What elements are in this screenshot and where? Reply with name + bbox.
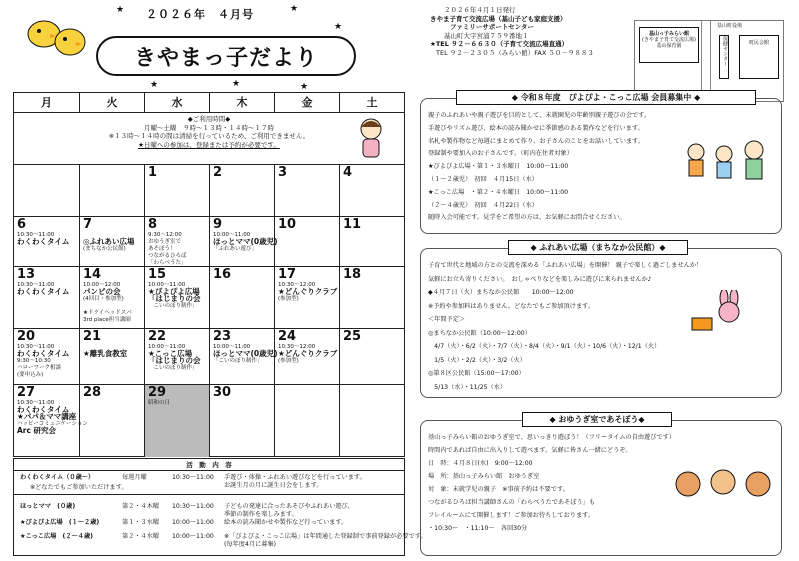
calendar-event-line: おゆうぎ室で: [148, 239, 182, 245]
character-illustration: [356, 117, 386, 161]
calendar-day-cell: [14, 385, 88, 457]
calendar-day-cell: [340, 329, 404, 385]
calendar-event-line: ★どんぐりクラブ: [278, 287, 338, 296]
section2-text-line: ◎まちなか公民館（10:00～12:00）: [428, 329, 531, 337]
day-number: 14: [83, 267, 102, 282]
section1-text-line: ★こっこ広場 ・第２・４水曜日 10:00～11:00: [428, 188, 569, 196]
calendar-event-line: わくわくタイム: [17, 287, 70, 296]
bears-illustration: [668, 462, 778, 510]
day-number: 7: [83, 217, 93, 232]
calendar-event-line: わくわくタイム: [17, 405, 70, 414]
map-road: [701, 21, 711, 101]
calendar-event-line: ★離乳食教室: [83, 349, 128, 358]
activity-name: ★ぴよぴよ広場 (１～２歳): [20, 519, 100, 526]
day-number: 3: [278, 165, 288, 180]
calendar-event-line: 10:30～12:00: [278, 344, 316, 350]
section3-text-line: 日 時：４月８日(水) 9:00～12:00: [428, 460, 533, 467]
phone-secondary: TEL ９２－２３０５（みらい館）FAX ５０－９８８３: [436, 48, 594, 57]
activity-name: ほっとママ (０歳): [20, 503, 76, 510]
calendar-day-cell: [210, 385, 275, 457]
phone-primary: ★TEL ９２－６６３０（子育て交流広場直通）: [430, 40, 569, 48]
notice-break: ※１３時～１４時の間は清掃を行っているため、ご利用できません。: [108, 132, 310, 140]
calendar-day-cell: [275, 165, 340, 217]
notice-warning: ★日曜への参加は、登録または予約が必要です。: [138, 140, 280, 149]
newsletter-title: きやまっ子だより: [96, 36, 356, 76]
calendar-event-line: あそぼう！: [148, 246, 176, 252]
day-number: 21: [83, 329, 102, 344]
day-number: 28: [83, 385, 102, 400]
weekday-header: 金: [275, 93, 340, 113]
section2-text-line: 5/13（水）・11/25（水）: [428, 383, 507, 391]
calendar-event-line: (参加型): [278, 296, 299, 302]
calendar-day-cell: [275, 267, 340, 329]
calendar-day-cell: [210, 217, 278, 267]
calendar-event-line: (要申込み): [17, 372, 44, 378]
calendar-day-cell: [210, 329, 278, 385]
activity-name: わくわくタイム（０歳～）: [20, 474, 95, 481]
map-main-building: [639, 27, 699, 63]
activity-desc2: (毎年度4月に募集): [224, 541, 277, 548]
section2-text-line: 4/7（火）・6/2（火）・7/7（火）・8/4（火）・9/1（火）・10/6（火）・12/1（火）: [428, 343, 661, 350]
calendar-day-cell: [14, 165, 80, 217]
day-number: 2: [213, 165, 223, 180]
activity-name: ★こっこ広場 (２～４歳): [20, 533, 93, 540]
section2-text-line: ※予約や参加料はありません。どなたでもご参加頂けます。: [428, 302, 594, 310]
activities-header: 活 動 内 容: [14, 459, 404, 471]
calendar: [13, 92, 405, 457]
section1-text-line: 登録制や要加入のお子さんです。（町内在住者対象）: [428, 150, 573, 158]
section2-text-line: 子育て世代と地域の方との交流を深める「ふれあい広場」を開催！ 親子で楽しく過ごしませんか！: [428, 262, 703, 269]
map-label-sub: (きやま子育て交流広場): [642, 37, 696, 43]
activity-note: ※どなたでもご参加いただけます。: [30, 484, 128, 491]
calendar-event-line: 10:30～12:00: [278, 282, 316, 288]
calendar-event-line: 「はじまりの会: [148, 356, 201, 365]
calendar-day-cell: [80, 385, 145, 457]
day-number: 27: [17, 385, 36, 400]
notice-title: ◆ご利用時間◆: [187, 115, 231, 123]
calendar-event-line: 10:30～11:00: [17, 344, 55, 350]
calendar-day-cell: [145, 385, 210, 457]
activity-time: 10:00～11:00: [172, 533, 214, 540]
weekday-header: 土: [340, 93, 404, 113]
calendar-event-line: 10:30～11:00: [17, 282, 55, 288]
calendar-day-cell: [14, 217, 80, 267]
section1-text-line: ★ぴよぴよ広場・第１・３水曜日 10:00～11:00: [428, 163, 569, 171]
day-number: 22: [148, 329, 167, 344]
section-membership-heading: ◆ 令和８年度 ぴよぴよ・こっこ広場 会員募集中 ◆: [456, 90, 756, 105]
calendar-event-line: Arc 研究会: [17, 426, 57, 435]
day-number: 8: [148, 217, 158, 232]
calendar-day-cell: [80, 165, 145, 217]
calendar-day-cell: [14, 329, 80, 385]
calendar-event-line: こいのぼり制作」: [148, 365, 198, 371]
calendar-event-line: ★ぴよぴよ広場: [148, 287, 200, 296]
day-number: 11: [343, 217, 362, 232]
calendar-event-line: (まちなか公民館): [83, 246, 126, 252]
map-label-sub2: 基山保育園: [656, 43, 682, 49]
section3-text-line: 基山っ子みらい館のおゆうぎ室で、思いっきり遊ぼう！（フリータイムの自由遊びです）: [428, 434, 676, 441]
calendar-day-cell: [145, 165, 210, 217]
calendar-event-line: 「はじまりの会: [148, 294, 201, 303]
section2-text-line: ◆４月７日（火）まちなか公民館 10:00～12:00: [428, 289, 574, 296]
activity-desc2: 季節の制作を楽しみます。: [224, 511, 298, 518]
section1-text-line: 親子のふれあいや親子遊びを目的として、未就園児の年齢別親子遊びの会です。: [428, 112, 651, 119]
calendar-day-cell: [145, 329, 210, 385]
calendar-event-line: 9:30～10:30: [17, 358, 51, 364]
section1-text-line: 手遊びやリズム遊び、絵本の読み聞かせに季節感のある製作などを行います。: [428, 124, 644, 132]
day-number: 18: [343, 267, 362, 282]
day-number: 24: [278, 329, 297, 344]
day-number: 30: [213, 385, 232, 400]
calendar-event-line: 10:00～11:00: [148, 344, 186, 350]
calendar-day-cell: [275, 329, 340, 385]
address: 基山町大字宮浦７５９番地１: [444, 31, 529, 40]
section3-text-line: つながるひろば担当講師さんの「わらべうたであそぼう」も: [428, 499, 596, 506]
activity-schedule: 第１・３水曜: [122, 519, 160, 526]
calendar-event-line: 昭和の日: [148, 400, 171, 406]
calendar-event-line: 10:30～11:00: [17, 232, 55, 238]
section2-text-line: ◎第８区公民館（15:00～17:00）: [428, 370, 525, 377]
calendar-event-line: 「こいのぼり制作」: [213, 358, 263, 364]
calendar-day-cell: [275, 217, 340, 267]
notice-hours: 月曜～土曜 ９時～１３時・１４時～１７時: [144, 123, 274, 132]
calendar-event-line: こいのぼり制作」: [148, 303, 198, 309]
publisher-info: [430, 6, 594, 57]
activity-desc: 子どもの発達に合ったあそびやふれあい遊び、: [224, 503, 354, 510]
day-number: 17: [278, 267, 297, 282]
calendar-day-cell: [210, 165, 275, 217]
section-playroom-heading: ◆ おゆうぎ室であそぼう◆: [522, 412, 672, 427]
calendar-event-line: 3rd place担当講師: [83, 317, 131, 323]
section3-text-line: 時間内であれば自由に出入りして遊べます。気軽に皆さん一緒にどうぞ。: [428, 447, 632, 454]
usage-notice: [14, 113, 404, 165]
calendar-event-line: 10:00～12:00: [83, 282, 121, 288]
calendar-day-cell: [145, 267, 210, 329]
calendar-event-line: ほっとママ(0歳児): [213, 349, 278, 358]
issue-date: ２０２６年 ４月号: [146, 8, 254, 21]
activity-schedule: 第２・４水曜: [122, 533, 160, 540]
activity-schedule: 毎週月曜: [122, 474, 147, 481]
section3-text-line: 場 所：基山っ子みらい館 おゆうぎ室: [428, 473, 540, 480]
star-icon: ★: [334, 22, 343, 32]
rabbit-illustration: [688, 290, 748, 334]
map-town-hall: 基山町役場: [717, 23, 743, 29]
map-health-center: 保健センター: [719, 35, 729, 79]
calendar-event-line: 「ふれあい遊び」: [213, 246, 258, 252]
activity-schedule: 第２・４木曜: [122, 503, 160, 510]
weekday-header: 月: [14, 93, 80, 113]
day-number: 15: [148, 267, 167, 282]
section-fureai-heading: ◆ ふれあい広場（まちなか公民館）◆: [508, 240, 688, 255]
chick-mascot-icon: [22, 12, 92, 64]
activity-desc: 手遊び・体操・ふれあい遊びなどを行っています。: [224, 474, 366, 481]
day-number: 1: [148, 165, 158, 180]
calendar-day-cell: [145, 217, 210, 267]
activity-desc2: お誕生月の月に誕生日会をします。: [224, 482, 323, 489]
day-number: 6: [17, 217, 27, 232]
calendar-day-cell: [80, 329, 145, 385]
org-name: きやま子育て交流広場（基山子ども家庭支援）: [430, 14, 567, 23]
calendar-day-cell: [340, 217, 404, 267]
calendar-event-line: わくわくタイム: [17, 237, 70, 246]
calendar-event-line: ★ドライヘッドスパ: [83, 310, 132, 316]
calendar-event-line: ◎ふれあい広場: [83, 237, 135, 246]
center-name: ファミリーサポートセンター: [450, 23, 534, 31]
weekday-header: 水: [145, 93, 210, 113]
activity-time: 10:30～11:00: [172, 474, 214, 481]
calendar-event-line: 10:00～11:00: [148, 282, 186, 288]
section2-text-line: ＜年間予定＞: [428, 316, 466, 323]
section3-text-line: フレイルームにて開催します！ご参加お待ちしております。: [428, 512, 595, 519]
calendar-event-line: つながるひろば: [148, 253, 187, 259]
activities-divider: [14, 494, 404, 495]
calendar-event-line: わくわくタイム: [17, 349, 70, 358]
section2-text-line: 気軽にお立ち寄りください。 おしゃべりなどを楽しみに遊びに来られませんか♪: [428, 275, 652, 283]
calendar-day-cell: [340, 385, 404, 457]
calendar-event-line: ★こっこ広場: [148, 349, 193, 358]
calendar-event-line: 9:30～12:00: [148, 232, 182, 238]
calendar-event-line: (4回目・参加型): [83, 296, 124, 302]
activity-time: 10:00～11:00: [172, 519, 214, 526]
activity-desc: 絵本の読み聞かせや製作など行っています。: [224, 519, 348, 526]
day-number: 4: [343, 165, 353, 180]
star-icon: ★: [300, 82, 309, 92]
calendar-event-line: 10:00～11:00: [213, 232, 251, 238]
calendar-day-cell: [80, 217, 145, 267]
activity-time: 10:30～11:00: [172, 503, 214, 510]
calendar-event-line: 10:30～11:00: [17, 400, 55, 406]
section2-text-line: 1/5（火）・2/2（火）・3/2（火）: [428, 356, 526, 364]
section1-text-line: （１～２歳児） 初回 ４月15日（水）: [428, 176, 538, 183]
calendar-day-cell: [340, 267, 404, 329]
activity-desc: ※「ぴよぴよ・こっこ広場」は年間通した登録制で事前登録が必要です。: [224, 533, 427, 540]
calendar-event-line: パンビの会: [83, 287, 121, 296]
calendar-day-cell: [275, 385, 340, 457]
calendar-day-cell: [80, 267, 145, 329]
weekday-header: 火: [80, 93, 145, 113]
section3-text-line: ・10:30～ ・11:10～ 各回30分: [428, 525, 528, 532]
star-icon: ★: [290, 4, 299, 14]
calendar-event-line: ハッピーコミュニケーション: [17, 421, 88, 427]
section3-text-line: 対 象：未就学児の親子 ※事前予約は不要です。: [428, 486, 569, 493]
map-civic-center: 町民会館: [739, 35, 779, 79]
calendar-day-cell: [14, 267, 80, 329]
calendar-day-cell: [210, 267, 275, 329]
calendar-event-line: (参加型): [278, 358, 299, 364]
calendar-event-line: ★どんぐりクラブ: [278, 349, 338, 358]
day-number: 13: [17, 267, 36, 282]
calendar-day-cell: [340, 165, 404, 217]
day-number: 29: [148, 385, 167, 400]
section1-text-line: 名札や製作物など毎週にまとめて作り、お子さんのことをお話いしています。: [428, 137, 645, 145]
section1-text-line: （２～４歳児） 初回 ４月22日（水）: [428, 201, 538, 209]
star-icon: ★: [232, 79, 241, 89]
day-number: 23: [213, 329, 232, 344]
section1-text-line: 随時入会可能です。見学をご希望の方は、お気軽にお問合せください。: [428, 214, 626, 222]
publish-date: ２０２６年４月１日発行: [444, 6, 516, 14]
calendar-event-line: 「わらべうた」: [148, 260, 187, 266]
calendar-event-line: ほっとママ(0歳児): [213, 237, 278, 246]
day-number: 20: [17, 329, 36, 344]
day-number: 9: [213, 217, 223, 232]
star-icon: ★: [150, 80, 159, 90]
activities-table: [13, 458, 427, 556]
calendar-event-line: ハローワーク相談: [17, 365, 62, 371]
map-label-main: 基山っ子みらい館: [648, 31, 689, 37]
star-icon: ★: [116, 5, 125, 15]
weekday-header: 木: [210, 93, 275, 113]
day-number: 10: [278, 217, 297, 232]
calendar-event-line: ★パパ＆ママ講座: [17, 412, 77, 421]
day-number: 16: [213, 267, 232, 282]
children-illustration: [676, 140, 776, 186]
day-number: 25: [343, 329, 362, 344]
calendar-event-line: 10:00～11:00: [213, 344, 251, 350]
